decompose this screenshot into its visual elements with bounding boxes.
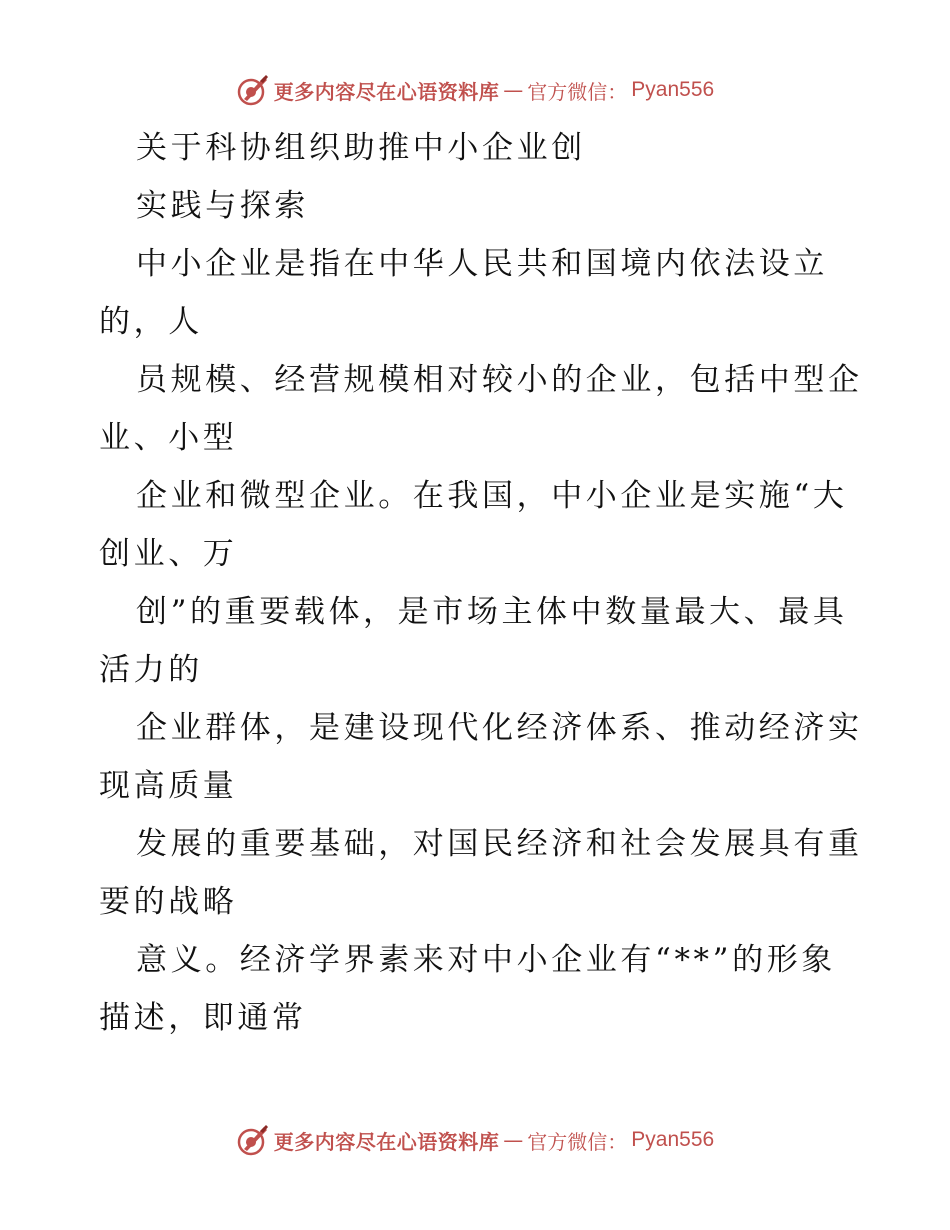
paragraph-line: 活力的: [99, 652, 203, 688]
paragraph-line: 的，人: [99, 304, 203, 340]
footer-banner: [0, 1120, 950, 1160]
paragraph-line: 中小企业是指在中华人民共和国境内依法设立: [136, 246, 828, 282]
paragraph-line: 描述，即通常: [99, 1000, 307, 1036]
footer-wechat-label: 官方微信：: [527, 1129, 628, 1154]
footer-banner-text: 更多内容尽在心语资料库: [273, 1129, 500, 1154]
paragraph-line: 意义。经济学界素来对中小企业有“**”的形象: [136, 942, 836, 978]
header-wechat-id: Pyan556: [631, 78, 715, 101]
paragraph-line: 创业、万: [99, 536, 238, 572]
footer-wechat-id: Pyan556: [631, 1128, 715, 1151]
document-title-line-2: 实践与探索: [136, 188, 309, 224]
paragraph-line: 员规模、经营规模相对较小的企业，包括中型企: [136, 362, 863, 398]
paragraph-line: 创”的重要载体，是市场主体中数量最大、最具: [136, 594, 848, 630]
header-banner-text: 更多内容尽在心语资料库: [273, 79, 500, 104]
paragraph-line: 现高质量: [99, 768, 238, 804]
paragraph-line: 企业和微型企业。在我国，中小企业是实施“大: [136, 478, 848, 514]
paragraph-line: 要的战略: [99, 884, 238, 920]
paragraph-line: 业、小型: [99, 420, 238, 456]
header-banner-separator: —: [503, 78, 524, 102]
footer-banner-separator: —: [503, 1128, 524, 1152]
document-title-line-1: 关于科协组织助推中小企业创: [136, 130, 586, 166]
footer-banner-inner: [236, 1123, 714, 1157]
paragraph-line: 企业群体，是建设现代化经济体系、推动经济实: [136, 710, 863, 746]
quill-pen-logo-icon: [236, 1123, 270, 1157]
paragraph-line: 发展的重要基础，对国民经济和社会发展具有重: [136, 826, 863, 862]
header-wechat-label: 官方微信：: [527, 79, 628, 104]
